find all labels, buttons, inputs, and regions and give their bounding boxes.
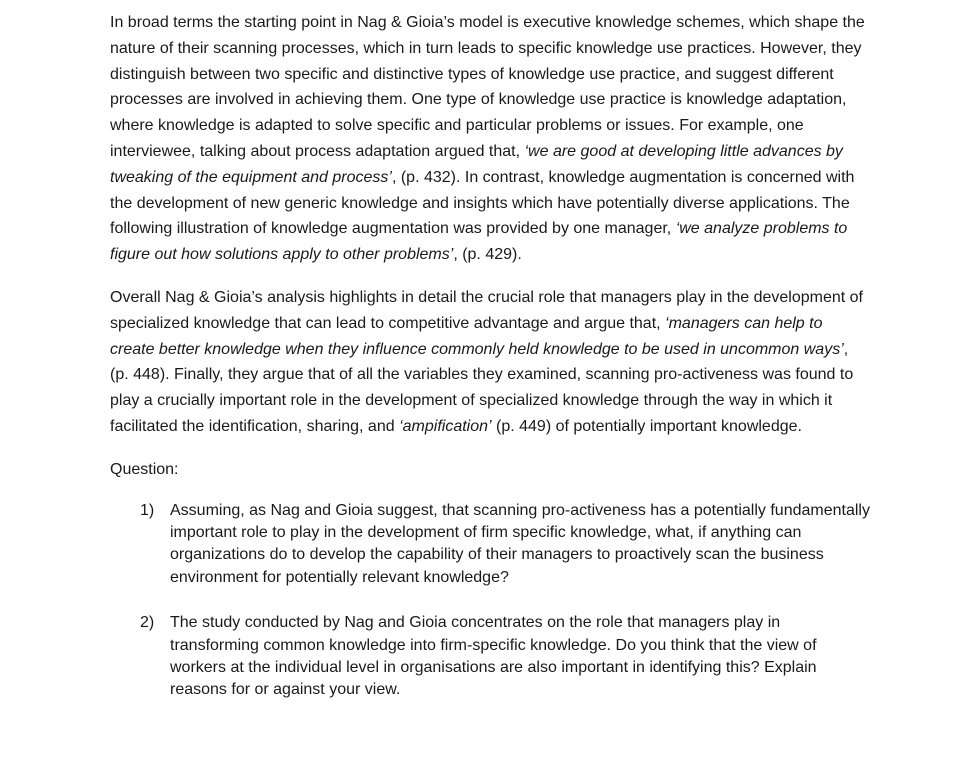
managers-quote: ‘managers can help to create better knowledge when they influence commonly held knowledge to be used in uncommon ways’ [110,314,844,358]
question-list [110,500,870,702]
question-text: The study conducted by Nag and Gioia concentrates on the role that managers play in transforming common knowledge into firm-specific knowledge. Do you think that the view of workers at the individual level in organisations are also important in identifying this? Explain reasons for or against your view. [170,614,817,699]
paragraph-text: , (p. 429). [453,246,522,264]
paragraph-text: In broad terms the starting point in Nag & Gioia’s model is executive knowledge schemes, which shape the nature of their scanning processes, which in turn leads to specific knowledge use practices. However, they distinguish between two specific and distinctive types of knowledge use practice, and suggest different processes are involved in achieving them. One type of knowledge use practice is knowledge adaptation, where knowledge is adapted to solve specific and particular problems or issues. For example, one interviewee, talking about process adaptation argued that, [110,14,865,160]
interview-quote: ‘we are good at developing little advances by tweaking of the equipment and process’ [110,142,843,186]
manager-quote: ‘we analyze problems to figure out how solutions apply to other problems’ [110,220,848,264]
paragraph-managers-role [110,285,870,440]
question-number: 2) [140,614,155,632]
question-item [110,612,870,702]
document-page [110,10,870,702]
question-text: Assuming, as Nag and Gioia suggest, that scanning pro-activeness has a potentially fundamentally important role to play in the development of firm specific knowledge, what, if anything can organizations do to develop the capability of their managers to proactively scan the business environment for potentially relevant knowledge? [170,501,870,586]
paragraph-knowledge-use-practices [110,10,870,268]
paragraph-text: , (p. 448). Finally, they argue that of all the variables they examined, scanning pro-activeness was found to play a crucially important role in the development of specialized knowledge through the way in which it facilitated the identification, sharing, and [110,340,854,435]
question-label: Question: [110,460,179,478]
question-item [110,500,870,590]
question-number: 1) [140,501,155,519]
paragraph-text: (p. 449) of potentially important knowledge. [491,417,802,435]
ampification-quote: ‘ampification’ [399,417,492,435]
paragraph-text: Overall Nag & Gioia’s analysis highlights in detail the crucial role that managers play in the development of specialized knowledge that can lead to competitive advantage and argue that, [110,288,863,332]
paragraph-text: , (p. 432). In contrast, knowledge augmentation is concerned with the development of new generic knowledge and insights which have potentially diverse applications. The following illustration of knowledge augmentation was provided by one manager, [110,168,855,238]
